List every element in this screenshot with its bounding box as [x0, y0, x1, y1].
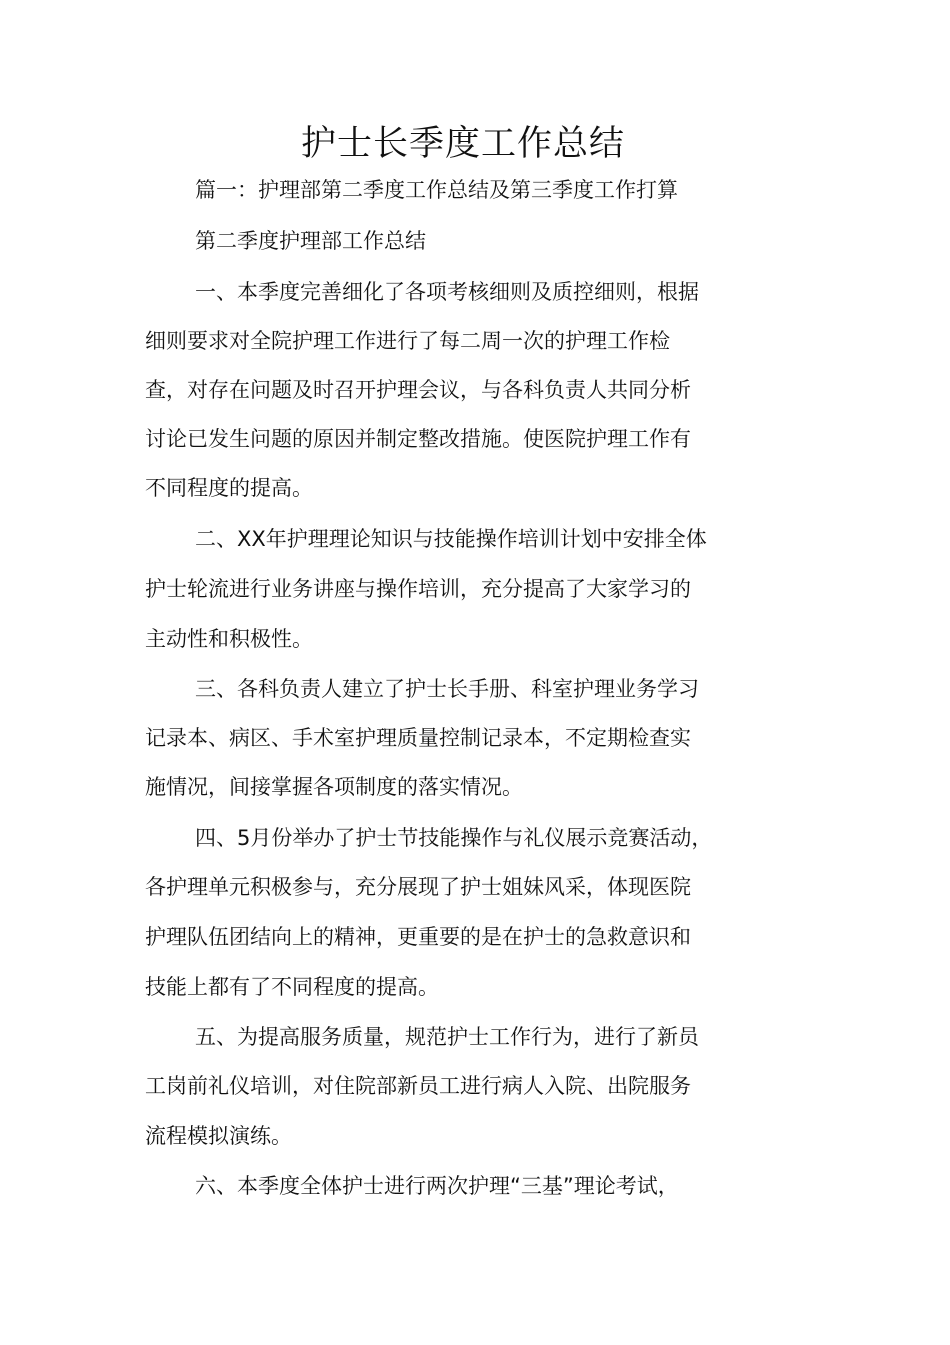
paragraph-line: 一、本季度完善细化了各项考核细则及质控细则，根据: [195, 280, 699, 304]
paragraph-line: 主动性和积极性。: [145, 627, 313, 651]
paragraph-line: 四、5月份举办了护士节技能操作与礼仪展示竞赛活动，: [195, 826, 713, 850]
paragraph-line: 各护理单元积极参与，充分展现了护士姐妹风采，体现医院: [145, 875, 691, 899]
paragraph-line: 细则要求对全院护理工作进行了每二周一次的护理工作检: [145, 329, 670, 353]
subtitle: 篇一：护理部第二季度工作总结及第三季度工作打算: [195, 178, 678, 202]
paragraph-line: 护士轮流进行业务讲座与操作培训，充分提高了大家学习的: [145, 577, 691, 601]
paragraph-line: 施情况，间接掌握各项制度的落实情况。: [145, 775, 523, 799]
paragraph-line: 查，对存在问题及时召开护理会议，与各科负责人共同分析: [145, 378, 691, 402]
section-heading: 第二季度护理部工作总结: [195, 229, 426, 253]
paragraph-line: 不同程度的提高。: [145, 476, 313, 500]
paragraph-line: 技能上都有了不同程度的提高。: [145, 975, 439, 999]
paragraph-line: 护理队伍团结向上的精神，更重要的是在护士的急救意识和: [145, 925, 691, 949]
paragraph-line: 五、为提高服务质量，规范护士工作行为，进行了新员: [195, 1025, 699, 1049]
paragraph-line: 三、各科负责人建立了护士长手册、科室护理业务学习: [195, 677, 699, 701]
paragraph-line: 流程模拟演练。: [145, 1124, 292, 1148]
paragraph-line: 工岗前礼仪培训，对住院部新员工进行病人入院、出院服务: [145, 1074, 691, 1098]
paragraph-line: 二、XX年护理理论知识与技能操作培训计划中安排全体: [195, 527, 707, 551]
paragraph-line: 六、本季度全体护士进行两次护理“三基”理论考试，: [195, 1174, 679, 1198]
document-title: 护士长季度工作总结: [300, 124, 625, 164]
paragraph-line: 讨论已发生问题的原因并制定整改措施。使医院护理工作有: [145, 427, 691, 451]
paragraph-line: 记录本、病区、手术室护理质量控制记录本，不定期检查实: [145, 726, 691, 750]
